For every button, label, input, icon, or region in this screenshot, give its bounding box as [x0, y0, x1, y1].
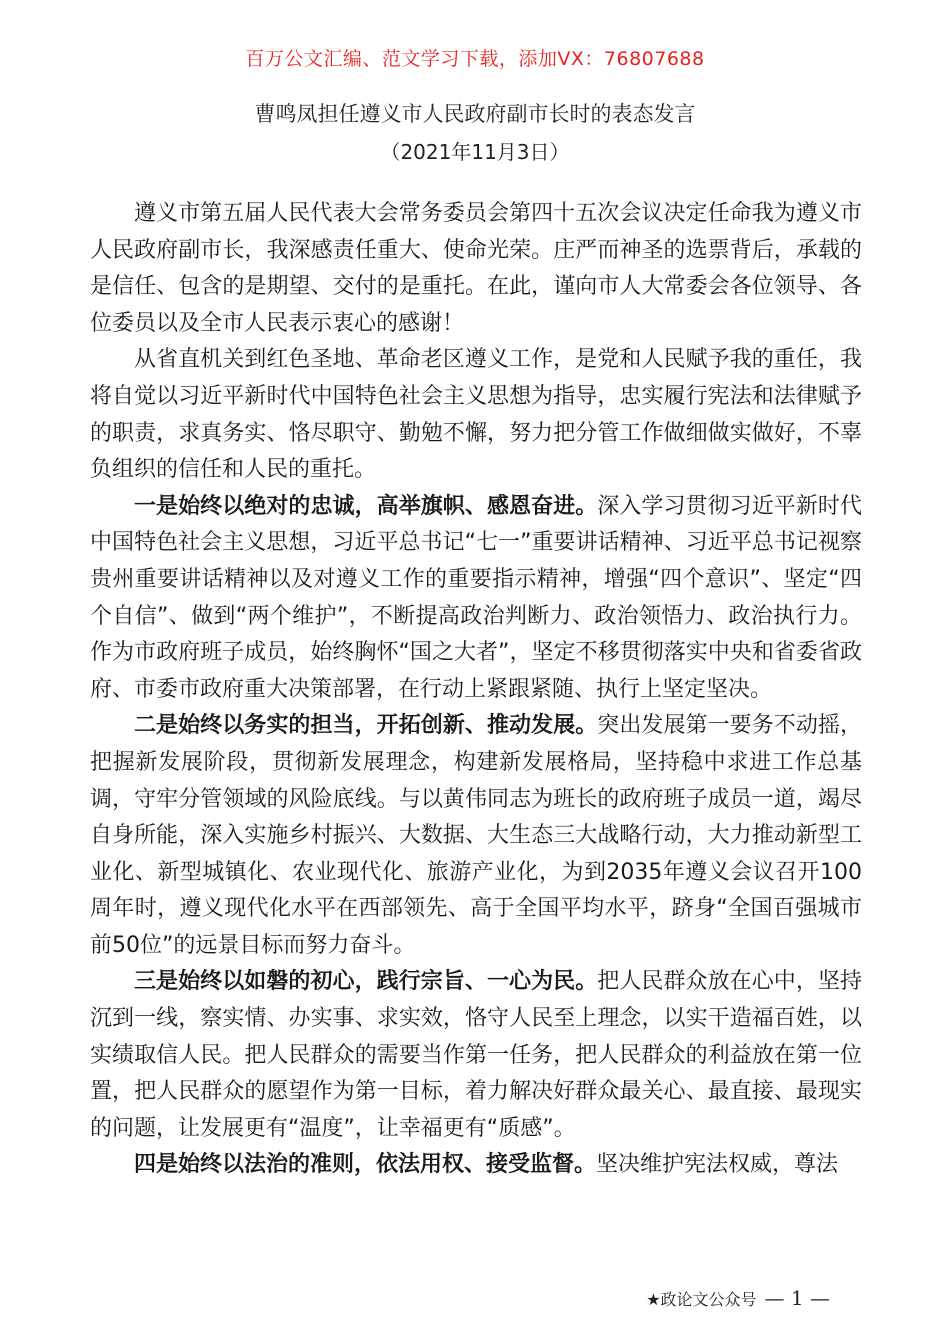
paragraph-text: 把人民群众放在心中，坚持沉到一线，察实情、办实事、求实效，恪守人民至上理念，以实干造福百姓，以实绩取信人民。把人民群众的需要当作第一任务，把人民群众的利益放在第一位置，把人民群众的愿望作为第一目标，着力解决好群众最关心、最直接、最现实的问题，让发展更有“温度”，让幸福更有“质感”。: [90, 969, 862, 1141]
paragraph: [90, 342, 862, 488]
paragraph: [90, 196, 862, 342]
footer-source: ★政论文公众号: [646, 1290, 757, 1309]
document-title: 曹鸣凤担任遵义市人民政府副市长时的表态发言: [254, 102, 696, 126]
paragraph-lead: 二是始终以务实的担当，开拓创新、推动发展。: [134, 713, 598, 739]
document-date: （2021年11月3日）: [380, 140, 570, 164]
paragraph-text: 坚决维护宪法权威，尊法: [596, 1152, 839, 1178]
paragraph-text: 深入学习贯彻习近平新时代中国特色社会主义思想，习近平总书记“七一”重要讲话精神、习近平总书记视察贵州重要讲话精神以及对遵义工作的重要指示精神，增强“四个意识”、坚定“四个自信”、做到“两个维护”，不断提高政治判断力、政治领悟力、政治执行力。作为市政府班子成员，始终胸怀“国之大者”，坚定不移贯彻落实中央和省委省政府、市委市政府重大决策部署，在行动上紧跟紧随、执行上坚定坚决。: [90, 493, 862, 702]
paragraph-lead: 一是始终以绝对的忠诚，高举旗帜、感恩奋进。: [134, 493, 598, 519]
paragraph: [90, 708, 862, 964]
page-footer: [646, 1286, 830, 1310]
paragraph-text: 突出发展第一要务不动摇，把握新发展阶段，贯彻新发展理念，构建新发展格局，坚持稳中求进工作总基调，守牢分管领域的风险底线。与以黄伟同志为班长的政府班子成员一道，竭尽自身所能，深入实施乡村振兴、大数据、大生态三大战略行动，大力推动新型工业化、新型城镇化、农业现代化、旅游产业化，为到2035年遵义会议召开100周年时，遵义现代化水平在西部领先、高于全国平均水平，跻身“全国百强城市前50位”的远景目标而努力奋斗。: [90, 713, 862, 958]
header-banner: 百万公文汇编、范文学习下载，添加VX：76807688: [245, 48, 705, 70]
document-body: [90, 196, 862, 1184]
paragraph: [90, 1147, 862, 1184]
paragraph: [90, 489, 862, 709]
paragraph-lead: 三是始终以如磐的初心，践行宗旨、一心为民。: [134, 969, 598, 995]
paragraph-text: 从省直机关到红色圣地、革命老区遵义工作，是党和人民赋予我的重任，我将自觉以习近平新时代中国特色社会主义思想为指导，忠实履行宪法和法律赋予的职责，求真务实、恪尽职守、勤勉不懈，努力把分管工作做细做实做好，不辜负组织的信任和人民的重托。: [90, 347, 862, 483]
paragraph-lead: 四是始终以法治的准则，依法用权、接受监督。: [134, 1152, 597, 1178]
paragraph: [90, 964, 862, 1147]
page-number: — 1 —: [764, 1286, 830, 1310]
paragraph-text: 遵义市第五届人民代表大会常务委员会第四十五次会议决定任命我为遵义市人民政府副市长，我深感责任重大、使命光荣。庄严而神圣的选票背后，承载的是信任、包含的是期望、交付的是重托。在此，谨向市人大常委会各位领导、各位委员以及全市人民表示衷心的感谢！: [90, 201, 862, 336]
